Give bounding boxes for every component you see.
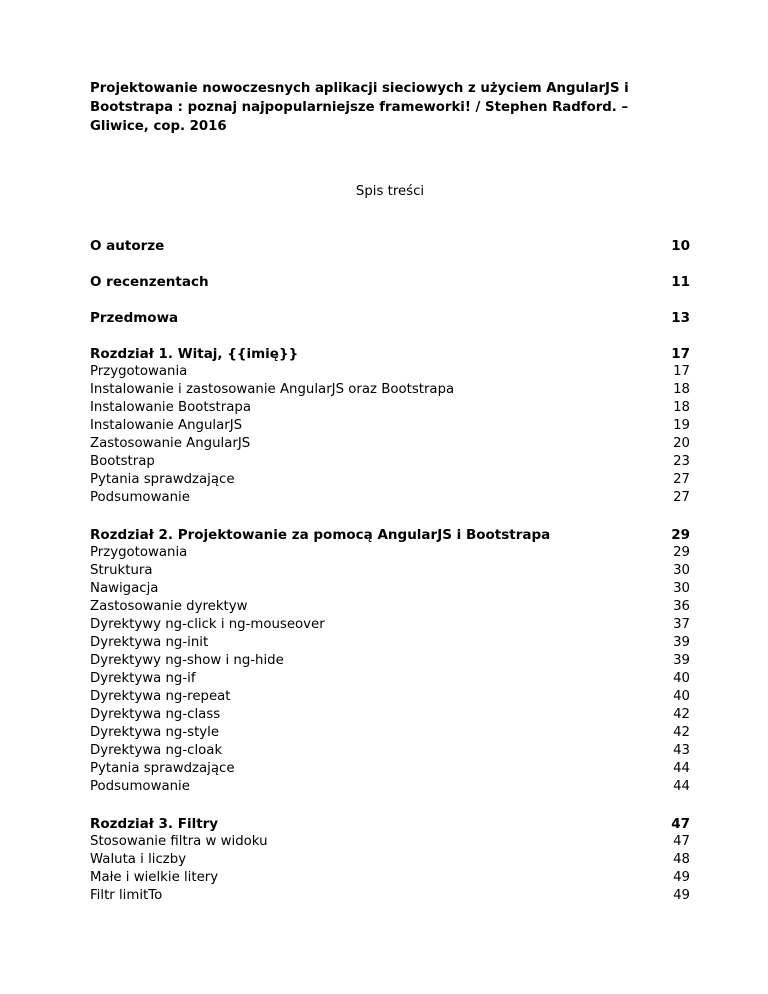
chapter-heading-title: Rozdział 1. Witaj, {{imię}} <box>90 346 299 362</box>
toc-subentry-title: Struktura <box>90 563 153 578</box>
toc-subentry <box>90 417 690 435</box>
toc-subentry-page-number: 40 <box>673 689 690 704</box>
toc-subentry <box>90 544 690 562</box>
toc-subentry <box>90 887 690 905</box>
chapter-heading-page-number: 29 <box>671 527 690 543</box>
toc-subentry <box>90 706 690 724</box>
toc-subentry-page-number: 18 <box>673 382 690 397</box>
toc-entry-title: O recenzentach <box>90 274 209 290</box>
toc-section <box>90 237 690 255</box>
chapter-heading-title: Rozdział 2. Projektowanie za pomocą AngularJS i Bootstrapa <box>90 527 551 543</box>
toc-chapter <box>90 345 690 507</box>
toc-subentry <box>90 399 690 417</box>
toc-subentry <box>90 435 690 453</box>
chapter-heading-page-number: 47 <box>671 816 690 832</box>
toc-subentry-title: Podsumowanie <box>90 490 190 505</box>
header-line: Projektowanie nowoczesnych aplikacji sieciowych z użyciem AngularJS i <box>90 81 629 96</box>
toc-subentry-title: Filtr limitTo <box>90 888 163 903</box>
toc-subentry-title: Dyrektywa ng-class <box>90 707 221 722</box>
toc-subentry <box>90 670 690 688</box>
toc-subentry-title: Dyrektywa ng-cloak <box>90 743 223 758</box>
toc-chapter <box>90 815 690 905</box>
toc-subentry-page-number: 20 <box>673 436 690 451</box>
toc-subentry-page-number: 42 <box>673 707 690 722</box>
toc-subentry-page-number: 47 <box>673 834 690 849</box>
toc-subentry-page-number: 30 <box>673 581 690 596</box>
table-of-contents <box>90 237 690 905</box>
toc-subentry-title: Dyrektywy ng-show i ng-hide <box>90 653 284 668</box>
toc-subentry-title: Przygotowania <box>90 545 188 560</box>
toc-subentry <box>90 760 690 778</box>
toc-subentry-page-number: 42 <box>673 725 690 740</box>
toc-subentry-page-number: 44 <box>673 779 690 794</box>
toc-subentry-title: Stosowanie filtra w widoku <box>90 834 268 849</box>
toc-subentry-page-number: 39 <box>673 653 690 668</box>
toc-subentry-title: Dyrektywa ng-repeat <box>90 689 231 704</box>
toc-entry <box>90 309 690 327</box>
toc-subentry-page-number: 23 <box>673 454 690 469</box>
chapter-heading-page-number: 17 <box>671 346 690 362</box>
toc-entry-page-number: 11 <box>671 274 690 290</box>
toc-subentry <box>90 598 690 616</box>
toc-subentry-page-number: 43 <box>673 743 690 758</box>
toc-subentry-title: Pytania sprawdzające <box>90 761 235 776</box>
toc-subentry-page-number: 49 <box>673 888 690 903</box>
toc-subentry-page-number: 48 <box>673 852 690 867</box>
toc-subentry-title: Pytania sprawdzające <box>90 472 235 487</box>
toc-subentry <box>90 363 690 381</box>
toc-subentry-page-number: 19 <box>673 418 690 433</box>
toc-subentry-title: Instalowanie Bootstrapa <box>90 400 251 415</box>
toc-subentry <box>90 453 690 471</box>
toc-subentry <box>90 580 690 598</box>
toc-subentry-page-number: 30 <box>673 563 690 578</box>
toc-subentry <box>90 724 690 742</box>
toc-entry <box>90 237 690 255</box>
toc-title: Spis treści <box>355 184 425 199</box>
toc-subentry-page-number: 27 <box>673 472 690 487</box>
toc-entry-page-number: 13 <box>671 310 690 326</box>
toc-subentry-page-number: 36 <box>673 599 690 614</box>
chapter-heading <box>90 815 690 833</box>
toc-subentry <box>90 616 690 634</box>
toc-subentry <box>90 869 690 887</box>
toc-subentry <box>90 833 690 851</box>
toc-subentry-title: Dyrektywa ng-init <box>90 635 209 650</box>
toc-subentry-page-number: 44 <box>673 761 690 776</box>
toc-subentry-title: Zastosowanie AngularJS <box>90 436 251 451</box>
toc-subentry-title: Waluta i liczby <box>90 852 187 867</box>
toc-subentry-title: Nawigacja <box>90 581 159 596</box>
toc-subentry-page-number: 18 <box>673 400 690 415</box>
toc-subentry-page-number: 29 <box>673 545 690 560</box>
toc-section <box>90 273 690 291</box>
toc-subentry <box>90 688 690 706</box>
toc-entry-title: Przedmowa <box>90 310 179 326</box>
chapter-heading-title: Rozdział 3. Filtry <box>90 816 219 832</box>
toc-subentry-page-number: 37 <box>673 617 690 632</box>
header-line: Bootstrapa : poznaj najpopularniejsze frameworki! / Stephen Radford. – <box>90 100 629 115</box>
toc-subentry <box>90 471 690 489</box>
toc-subentry <box>90 489 690 507</box>
toc-subentry <box>90 742 690 760</box>
toc-subentry-title: Instalowanie AngularJS <box>90 418 243 433</box>
toc-subentry-title: Przygotowania <box>90 364 188 379</box>
toc-subentry-page-number: 49 <box>673 870 690 885</box>
header-line: Gliwice, cop. 2016 <box>90 119 227 134</box>
toc-entry-page-number: 10 <box>671 238 690 254</box>
chapter-heading <box>90 345 690 363</box>
toc-subentry-title: Dyrektywa ng-style <box>90 725 220 740</box>
toc-chapter <box>90 526 690 796</box>
toc-subentry-page-number: 40 <box>673 671 690 686</box>
toc-subentry-page-number: 39 <box>673 635 690 650</box>
toc-subentry <box>90 778 690 796</box>
toc-entry-title: O autorze <box>90 238 165 254</box>
toc-subentry-title: Podsumowanie <box>90 779 190 794</box>
bibliographic-header <box>90 79 685 136</box>
toc-subentry-page-number: 27 <box>673 490 690 505</box>
document-page <box>90 79 690 924</box>
toc-entry <box>90 273 690 291</box>
toc-subentry-page-number: 17 <box>673 364 690 379</box>
toc-subentry <box>90 851 690 869</box>
toc-subentry <box>90 562 690 580</box>
toc-subentry <box>90 652 690 670</box>
toc-section <box>90 309 690 327</box>
toc-subentry-title: Bootstrap <box>90 454 155 469</box>
toc-subentry-title: Dyrektywy ng-click i ng-mouseover <box>90 617 325 632</box>
toc-subentry-title: Instalowanie i zastosowanie AngularJS oraz Bootstrapa <box>90 382 455 397</box>
chapter-heading <box>90 526 690 544</box>
toc-subentry <box>90 634 690 652</box>
toc-subentry <box>90 381 690 399</box>
toc-subentry-title: Zastosowanie dyrektyw <box>90 599 248 614</box>
toc-subentry-title: Dyrektywa ng-if <box>90 671 196 686</box>
toc-subentry-title: Małe i wielkie litery <box>90 870 219 885</box>
